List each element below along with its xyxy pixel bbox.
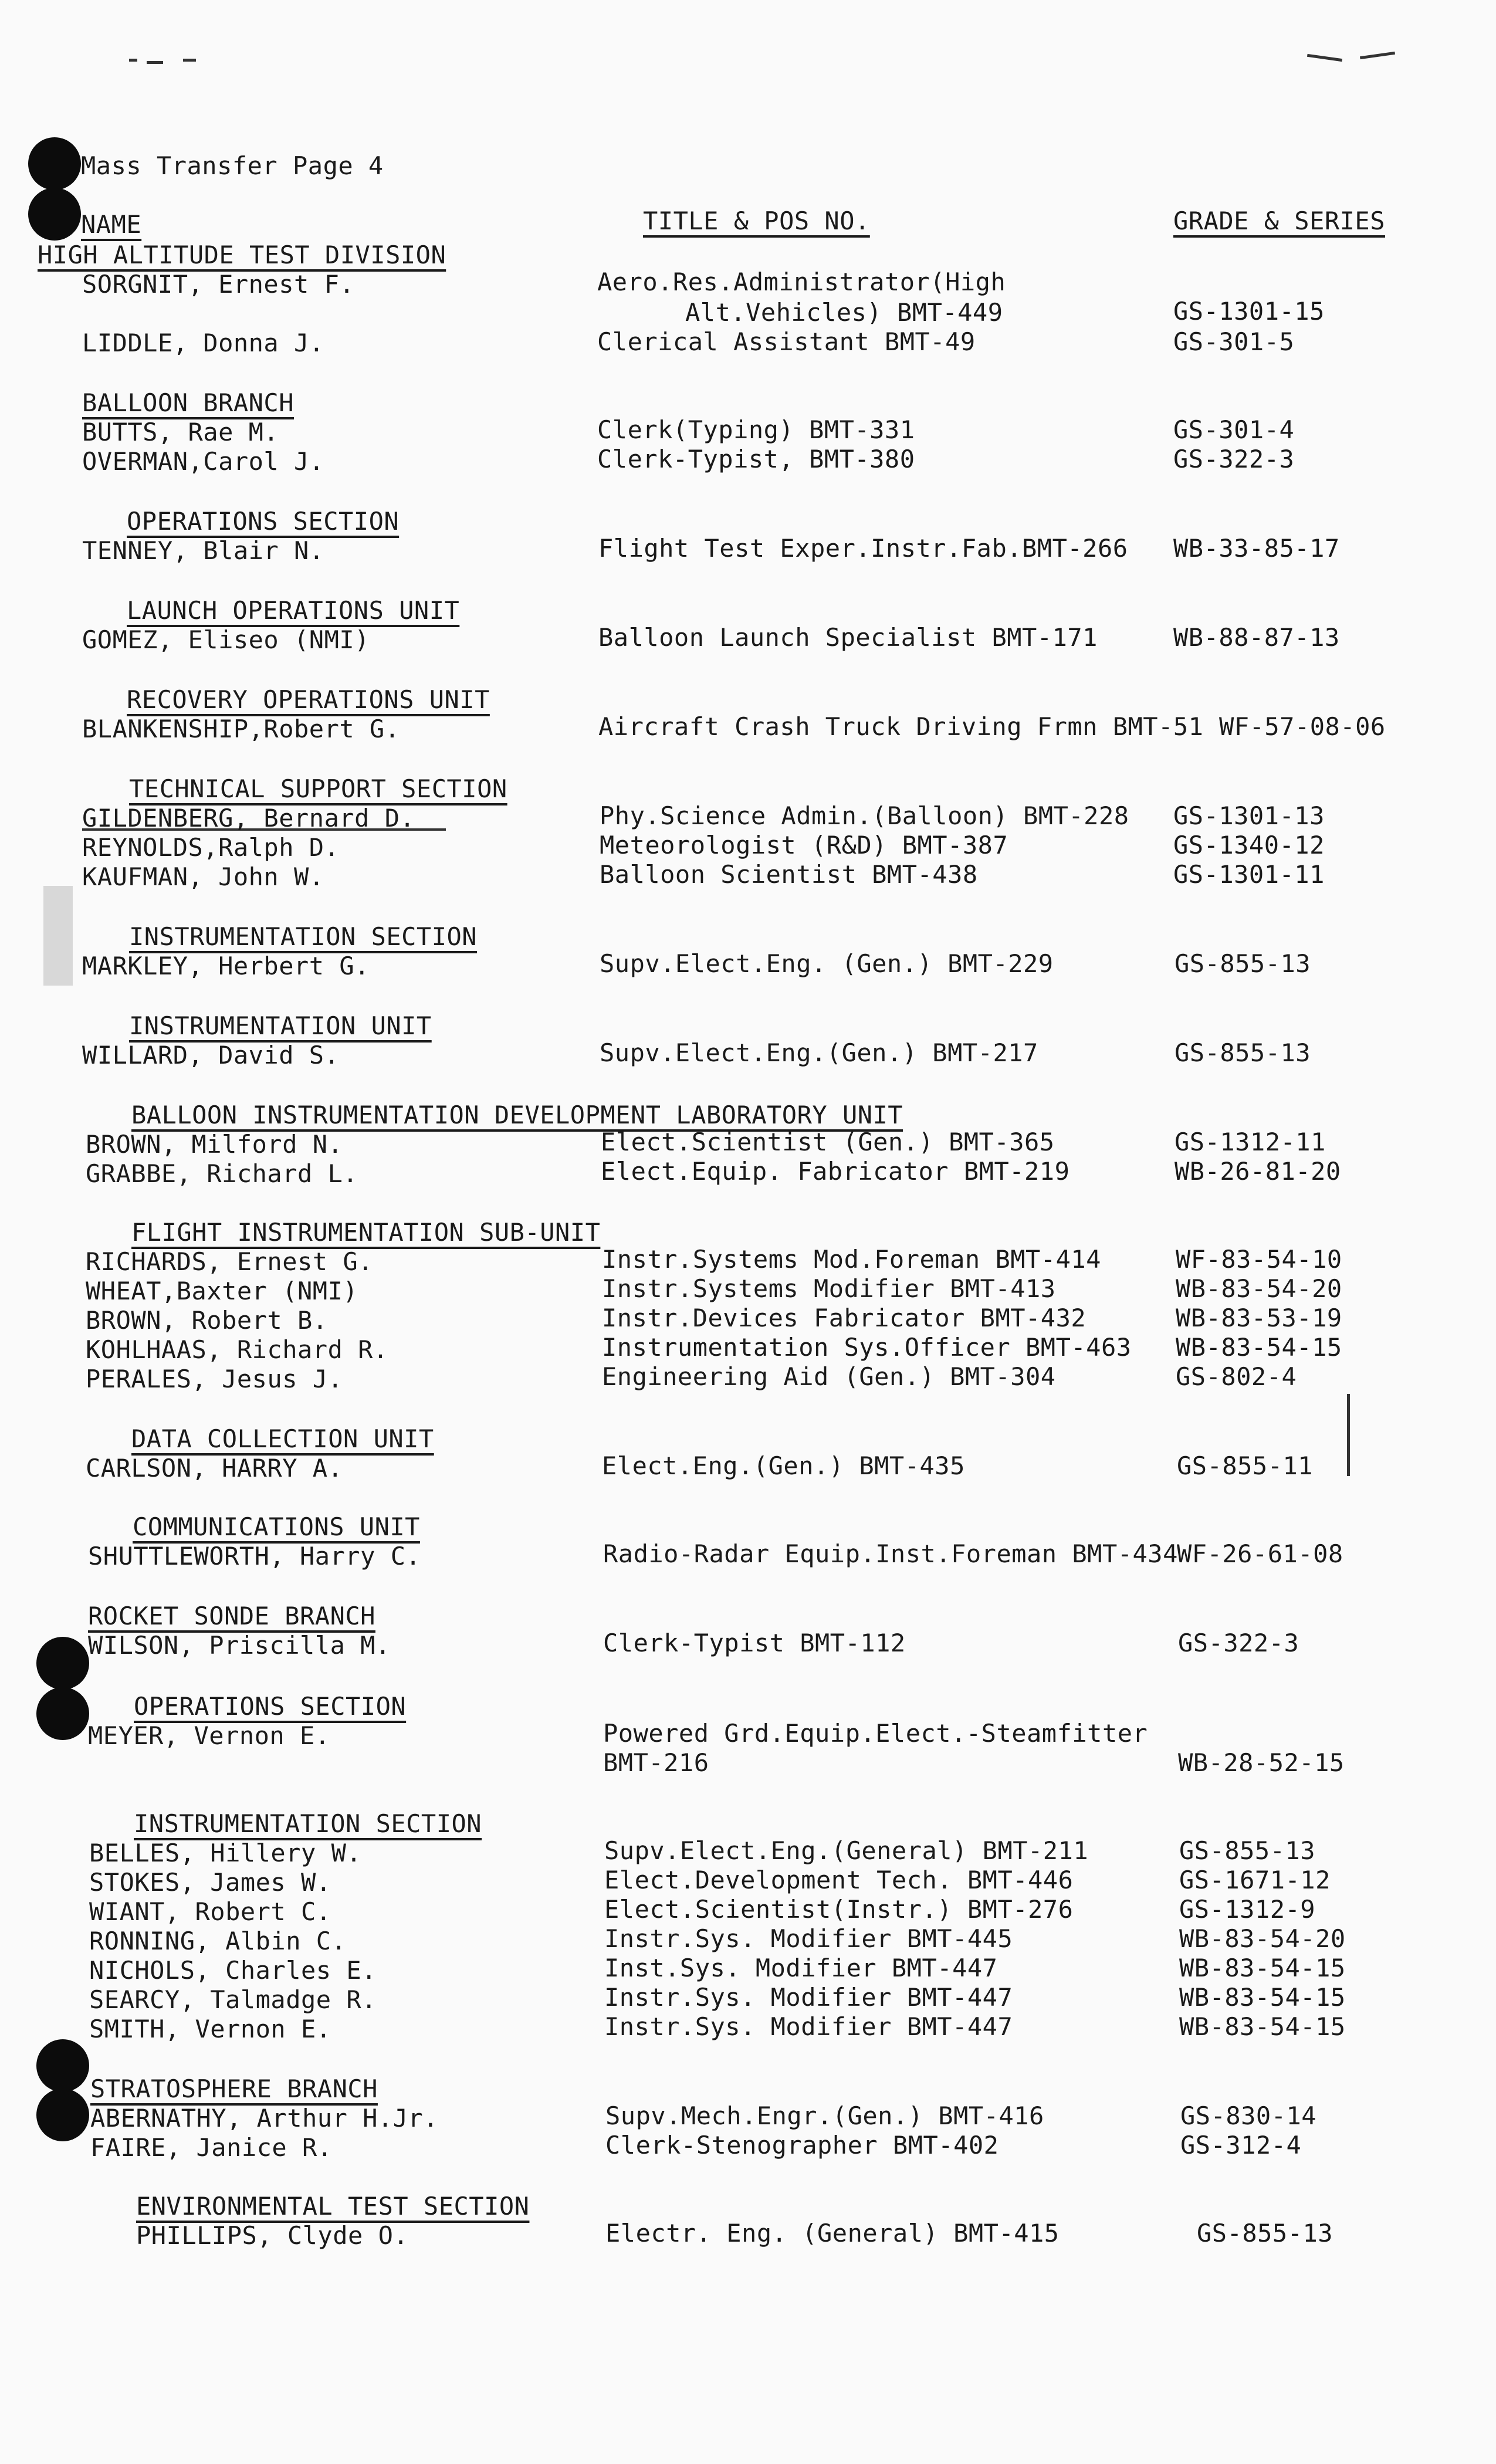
employee-title: Supv.Elect.Eng.(General) BMT-211 bbox=[604, 1836, 1089, 1865]
employee-title: Aero.Res.Administrator(High bbox=[597, 268, 1006, 296]
employee-grade: GS-322-3 bbox=[1178, 1629, 1299, 1657]
unit-heading: COMMUNICATIONS UNIT bbox=[133, 1512, 420, 1541]
employee-title: Elect.Development Tech. BMT-446 bbox=[604, 1866, 1074, 1894]
employee-name: WIANT, Robert C. bbox=[89, 1897, 331, 1926]
margin-line-mark bbox=[1347, 1394, 1350, 1476]
section-heading: TECHNICAL SUPPORT SECTION bbox=[129, 774, 507, 803]
employee-name: FAIRE, Janice R. bbox=[90, 2133, 333, 2162]
employee-title-cont: BMT-216 bbox=[603, 1748, 709, 1777]
employee-grade: GS-301-5 bbox=[1173, 327, 1295, 356]
employee-name: REYNOLDS,Ralph D. bbox=[82, 833, 340, 862]
employee-title: Flight Test Exper.Instr.Fab.BMT-266 bbox=[598, 534, 1128, 563]
employee-grade: GS-830-14 bbox=[1180, 2101, 1317, 2130]
employee-grade: GS-855-13 bbox=[1197, 2219, 1333, 2248]
employee-title: Clerk-Typist BMT-112 bbox=[603, 1629, 906, 1657]
column-header-title: TITLE & POS NO. bbox=[643, 207, 870, 235]
employee-title: Clerk-Typist, BMT-380 bbox=[597, 445, 915, 473]
employee-name: RONNING, Albin C. bbox=[89, 1927, 347, 1955]
unit-heading: INSTRUMENTATION UNIT bbox=[129, 1011, 432, 1040]
section-heading: OPERATIONS SECTION bbox=[127, 507, 400, 536]
column-header-grade: GRADE & SERIES bbox=[1173, 207, 1386, 235]
employee-name: KOHLHAAS, Richard R. bbox=[86, 1335, 388, 1364]
branch-heading: STRATOSPHERE BRANCH bbox=[90, 2074, 378, 2103]
employee-title: Clerk-Stenographer BMT-402 bbox=[605, 2131, 999, 2160]
unit-heading: LAUNCH OPERATIONS UNIT bbox=[127, 596, 460, 625]
employee-grade: GS-1301-13 bbox=[1173, 801, 1325, 830]
employee-name: SEARCY, Talmadge R. bbox=[89, 1985, 377, 2014]
employee-title: Aircraft Crash Truck Driving Frmn BMT-51 bbox=[598, 712, 1204, 741]
employee-grade: GS-1312-11 bbox=[1175, 1128, 1326, 1156]
employee-title: Elect.Scientist (Gen.) BMT-365 bbox=[601, 1128, 1055, 1156]
employee-grade: GS-1340-12 bbox=[1173, 831, 1325, 859]
employee-name: BLANKENSHIP,Robert G. bbox=[82, 715, 400, 743]
unit-heading: RECOVERY OPERATIONS UNIT bbox=[127, 685, 490, 714]
employee-grade: GS-301-4 bbox=[1173, 415, 1295, 444]
employee-name: GOMEZ, Eliseo (NMI) bbox=[82, 625, 370, 654]
employee-grade: WB-83-54-15 bbox=[1179, 1954, 1346, 1982]
employee-name: PHILLIPS, Clyde O. bbox=[136, 2221, 409, 2250]
employee-title: Instr.Sys. Modifier BMT-447 bbox=[604, 1983, 1013, 2012]
employee-title: Instr.Sys. Modifier BMT-445 bbox=[604, 1924, 1013, 1953]
employee-grade: WB-83-54-20 bbox=[1176, 1274, 1342, 1303]
branch-heading: BALLOON BRANCH bbox=[82, 388, 295, 417]
employee-grade: WB-33-85-17 bbox=[1173, 534, 1340, 563]
section-heading: INSTRUMENTATION SECTION bbox=[134, 1809, 482, 1838]
top-scribble-mark bbox=[1360, 52, 1395, 59]
employee-grade: WB-83-54-20 bbox=[1179, 1924, 1346, 1953]
top-scribble-mark bbox=[183, 59, 196, 62]
employee-name: OVERMAN,Carol J. bbox=[82, 447, 324, 476]
employee-title: Elect.Scientist(Instr.) BMT-276 bbox=[604, 1895, 1074, 1924]
unit-heading: DATA COLLECTION UNIT bbox=[131, 1424, 434, 1453]
employee-title: Instr.Sys. Modifier BMT-447 bbox=[604, 2012, 1013, 2041]
employee-grade: GS-855-13 bbox=[1175, 949, 1311, 978]
employee-title: Phy.Science Admin.(Balloon) BMT-228 bbox=[600, 801, 1129, 830]
employee-name: SHUTTLEWORTH, Harry C. bbox=[88, 1542, 421, 1571]
punch-hole bbox=[36, 2089, 89, 2141]
employee-name: LIDDLE, Donna J. bbox=[82, 329, 324, 357]
employee-title: Inst.Sys. Modifier BMT-447 bbox=[604, 1954, 998, 1982]
employee-grade: WB-88-87-13 bbox=[1173, 623, 1340, 652]
top-scribble-mark bbox=[147, 61, 163, 64]
employee-grade: WF-83-54-10 bbox=[1176, 1245, 1342, 1274]
punch-hole bbox=[28, 188, 81, 241]
employee-title: Elect.Eng.(Gen.) BMT-435 bbox=[602, 1451, 965, 1480]
employee-name: RICHARDS, Ernest G. bbox=[86, 1247, 373, 1276]
employee-grade: WB-26-81-20 bbox=[1175, 1157, 1341, 1186]
employee-grade: GS-1301-11 bbox=[1173, 860, 1325, 889]
employee-title: Meteorologist (R&D) BMT-387 bbox=[600, 831, 1008, 859]
employee-grade: GS-322-3 bbox=[1173, 445, 1295, 473]
employee-title: Instrumentation Sys.Officer BMT-463 bbox=[602, 1333, 1132, 1362]
employee-name: GRABBE, Richard L. bbox=[86, 1159, 358, 1188]
punch-hole bbox=[36, 1687, 89, 1740]
employee-title: Balloon Launch Specialist BMT-171 bbox=[598, 623, 1098, 652]
section-heading: ENVIRONMENTAL TEST SECTION bbox=[136, 2192, 530, 2221]
employee-grade: GS-855-11 bbox=[1177, 1451, 1314, 1480]
employee-name: MARKLEY, Herbert G. bbox=[82, 952, 370, 980]
employee-name: BROWN, Milford N. bbox=[86, 1130, 343, 1159]
employee-name: CARLSON, HARRY A. bbox=[86, 1454, 343, 1483]
employee-title: Engineering Aid (Gen.) BMT-304 bbox=[602, 1362, 1056, 1391]
branch-heading: ROCKET SONDE BRANCH bbox=[88, 1602, 375, 1630]
employee-name: ABERNATHY, Arthur H.Jr. bbox=[90, 2104, 439, 2133]
employee-title: Instr.Devices Fabricator BMT-432 bbox=[602, 1304, 1087, 1332]
column-header-name: NAME bbox=[81, 210, 142, 239]
employee-grade: GS-1671-12 bbox=[1179, 1866, 1331, 1894]
employee-name: BELLES, Hillery W. bbox=[89, 1839, 362, 1867]
employee-name: WILSON, Priscilla M. bbox=[88, 1631, 391, 1660]
page-title: Mass Transfer Page 4 bbox=[81, 151, 384, 180]
employee-title: Balloon Scientist BMT-438 bbox=[600, 860, 978, 889]
employee-name: SORGNIT, Ernest F. bbox=[82, 270, 355, 299]
employee-name: PERALES, Jesus J. bbox=[86, 1365, 343, 1393]
employee-grade: GS-312-4 bbox=[1180, 2131, 1302, 2160]
employee-title: Instr.Systems Modifier BMT-413 bbox=[602, 1274, 1056, 1303]
employee-grade: WB-83-54-15 bbox=[1179, 2012, 1346, 2041]
employee-name: STOKES, James W. bbox=[89, 1868, 331, 1897]
punch-hole bbox=[28, 137, 81, 190]
employee-grade: WB-83-53-19 bbox=[1176, 1304, 1342, 1332]
employee-name: GILDENBERG, Bernard D. bbox=[82, 804, 415, 832]
section-heading: OPERATIONS SECTION bbox=[134, 1692, 407, 1721]
employee-name: MEYER, Vernon E. bbox=[88, 1721, 330, 1750]
employee-grade: GS-802-4 bbox=[1176, 1362, 1297, 1391]
unit-heading: BALLOON INSTRUMENTATION DEVELOPMENT LABORATORY UNIT bbox=[131, 1101, 903, 1129]
employee-title: Supv.Mech.Engr.(Gen.) BMT-416 bbox=[605, 2101, 1044, 2130]
employee-name: BUTTS, Rae M. bbox=[82, 418, 279, 446]
employee-grade: WB-83-54-15 bbox=[1179, 1983, 1346, 2012]
division-heading: HIGH ALTITUDE TEST DIVISION bbox=[38, 241, 446, 269]
employee-grade: WB-28-52-15 bbox=[1178, 1748, 1345, 1777]
employee-name: TENNEY, Blair N. bbox=[82, 536, 324, 565]
employee-name: WILLARD, David S. bbox=[82, 1041, 340, 1069]
employee-title: Clerical Assistant BMT-49 bbox=[597, 327, 976, 356]
employee-title: Elect.Equip. Fabricator BMT-219 bbox=[601, 1157, 1070, 1186]
employee-grade: GS-855-13 bbox=[1175, 1038, 1311, 1067]
employee-title: Instr.Systems Mod.Foreman BMT-414 bbox=[602, 1245, 1101, 1274]
employee-grade: GS-1312-9 bbox=[1179, 1895, 1316, 1924]
employee-grade: GS-855-13 bbox=[1179, 1836, 1316, 1865]
punch-hole bbox=[36, 2039, 89, 2092]
section-heading: INSTRUMENTATION SECTION bbox=[129, 922, 478, 951]
scan-smudge bbox=[43, 886, 73, 986]
top-scribble-mark bbox=[129, 59, 137, 62]
employee-title-cont: Alt.Vehicles) BMT-449 bbox=[685, 298, 1003, 327]
employee-name: NICHOLS, Charles E. bbox=[89, 1956, 377, 1985]
employee-name: BROWN, Robert B. bbox=[86, 1306, 328, 1335]
punch-hole bbox=[36, 1637, 89, 1690]
employee-grade: WF-26-61-08 bbox=[1177, 1539, 1343, 1568]
employee-title: Supv.Elect.Eng.(Gen.) BMT-217 bbox=[600, 1038, 1038, 1067]
employee-grade: GS-1301-15 bbox=[1173, 297, 1325, 326]
employee-title: Electr. Eng. (General) BMT-415 bbox=[605, 2219, 1060, 2248]
employee-name: KAUFMAN, John W. bbox=[82, 862, 324, 891]
top-scribble-mark bbox=[1307, 54, 1342, 62]
employee-grade: WB-83-54-15 bbox=[1176, 1333, 1342, 1362]
employee-title: Clerk(Typing) BMT-331 bbox=[597, 415, 915, 444]
employee-title: Radio-Radar Equip.Inst.Foreman BMT-434 bbox=[603, 1539, 1178, 1568]
employee-name: SMITH, Vernon E. bbox=[89, 2015, 331, 2043]
employee-title: Supv.Elect.Eng. (Gen.) BMT-229 bbox=[600, 949, 1054, 978]
employee-grade: WF-57-08-06 bbox=[1219, 712, 1386, 741]
employee-title: Powered Grd.Equip.Elect.-Steamfitter bbox=[603, 1719, 1148, 1748]
employee-name: WHEAT,Baxter (NMI) bbox=[86, 1277, 358, 1305]
unit-heading: FLIGHT INSTRUMENTATION SUB-UNIT bbox=[131, 1218, 601, 1247]
